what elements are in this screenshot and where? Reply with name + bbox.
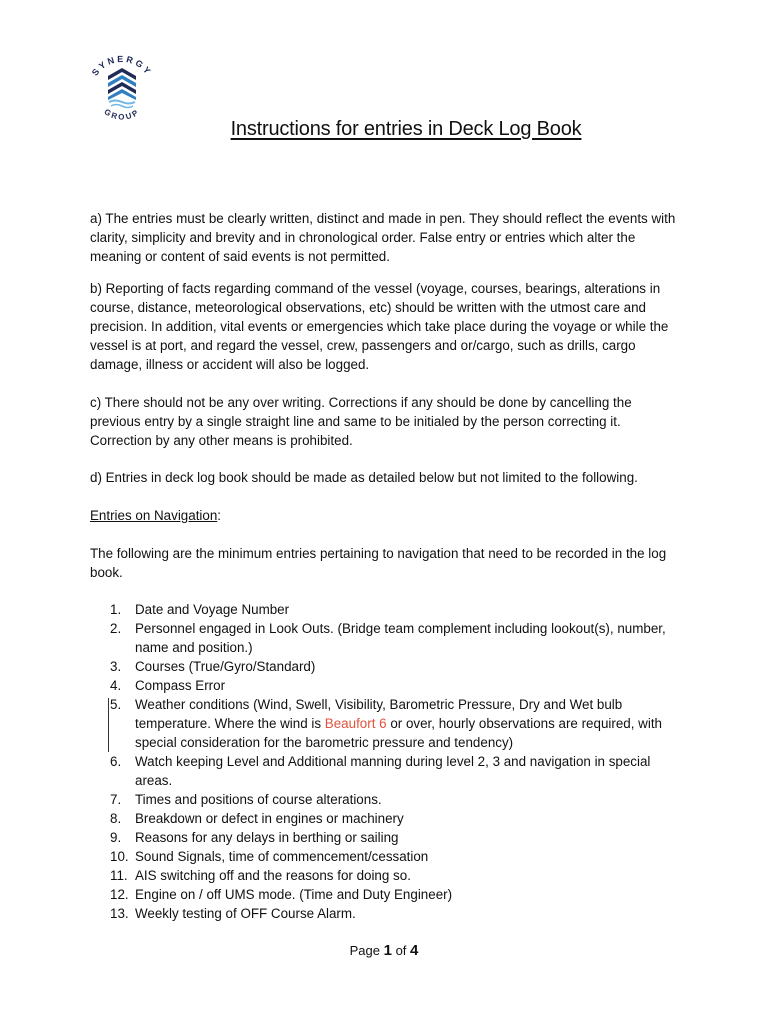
total-page-count: 4 <box>410 942 419 959</box>
list-item-number: 8. <box>110 811 122 826</box>
list-item-number: 12. <box>110 887 129 902</box>
list-item-number: 1. <box>110 602 122 617</box>
list-item-text: Date and Voyage Number <box>135 602 290 617</box>
navigation-entries-list <box>90 600 682 923</box>
paragraph-b <box>90 279 682 374</box>
list-item <box>90 847 682 866</box>
list-item-text: Watch keeping Level and Additional manning during level 2, 3 and navigation in special areas. <box>135 754 651 788</box>
list-item-text: Weekly testing of OFF Course Alarm. <box>135 906 356 921</box>
navigation-intro-text: The following are the minimum entries pertaining to navigation that need to be recorded in the log book. <box>90 546 667 580</box>
list-item-text: Sound Signals, time of commencement/cessation <box>135 849 429 864</box>
list-item-number: 11. <box>110 868 128 883</box>
list-item-text: Times and positions of course alterations. <box>135 792 382 807</box>
list-item <box>90 695 682 752</box>
navigation-intro <box>90 544 682 582</box>
list-item-text: Personnel engaged in Look Outs. (Bridge team complement including lookout(s), number, name and position.) <box>135 621 666 655</box>
list-item-number: 4. <box>110 678 122 693</box>
paragraph-d-text: d) Entries in deck log book should be made as detailed below but not limited to the following. <box>90 470 638 485</box>
ship-emblem-icon <box>108 68 136 108</box>
list-item-number: 6. <box>110 754 122 769</box>
section-heading-navigation <box>90 506 682 525</box>
list-item <box>90 866 682 885</box>
list-item <box>90 600 682 619</box>
beaufort-highlight: Beaufort 6 <box>324 716 387 731</box>
paragraph-c-text: c) There should not be any over writing. Corrections if any should be done by cancelling the previous entry by a single straight line and same to be initialed by the person correcting it. Correction by any other means is prohibited. <box>90 395 632 448</box>
list-item-number: 13. <box>110 906 129 921</box>
list-item <box>90 885 682 904</box>
list-item-text: Breakdown or defect in engines or machinery <box>135 811 404 826</box>
list-item <box>90 619 682 657</box>
list-item-number: 10. <box>110 849 129 864</box>
list-item-text: Courses (True/Gyro/Standard) <box>135 659 316 674</box>
page-number-footer <box>0 942 768 959</box>
section-heading-text: Entries on Navigation <box>90 508 218 523</box>
list-item <box>90 828 682 847</box>
svg-text:SYNERGY <box>90 54 154 78</box>
paragraph-d <box>90 468 682 487</box>
logo-bottom-text: GROUP <box>102 107 142 122</box>
list-item <box>90 904 682 923</box>
list-item <box>90 657 682 676</box>
footer-prefix: Page <box>349 943 384 958</box>
list-item-text: Weather conditions (Wind, Swell, Visibility, Barometric Pressure, Dry and Wet bulb temperature. Where the wind is <box>135 697 623 731</box>
list-item-text: AIS switching off and the reasons for doing so. <box>135 868 411 883</box>
list-item-text: Compass Error <box>135 678 226 693</box>
logo-top-text: SYNERGY <box>89 53 155 78</box>
list-item-text: Engine on / off UMS mode. (Time and Duty Engineer) <box>135 887 453 902</box>
section-heading-colon: : <box>217 508 222 523</box>
current-page-number: 1 <box>383 942 392 959</box>
footer-of: of <box>391 943 411 958</box>
list-item <box>90 790 682 809</box>
list-item-number: 3. <box>110 659 122 674</box>
document-title: Instructions for entries in Deck Log Book <box>230 118 582 140</box>
list-item-number: 2. <box>110 621 122 636</box>
paragraph-c <box>90 393 682 450</box>
paragraph-b-text: b) Reporting of facts regarding command of the vessel (voyage, courses, bearings, alterations in course, distance, meteorological observations, etc) should be written with the utmost care and precision. In addition, vital events or emergencies which take place during the voyage or while the vessel is at port, and regard the vessel, crew, passengers and or/cargo, such as drills, cargo damage, illness or accident will also be logged. <box>90 281 669 372</box>
list-item-number: 9. <box>110 830 122 845</box>
list-item-text: Reasons for any delays in berthing or sailing <box>135 830 399 845</box>
list-item-number: 5. <box>110 697 122 712</box>
list-item <box>90 809 682 828</box>
list-item-text-continued: or over, hourly observations are required, with special consideration for the barometric pressure and tendency) <box>135 716 662 750</box>
list-item <box>90 676 682 695</box>
list-item <box>90 752 682 790</box>
list-item-number: 7. <box>110 792 122 807</box>
paragraph-a <box>90 209 682 266</box>
paragraph-a-text: a) The entries must be clearly written, distinct and made in pen. They should reflect the events with clarity, simplicity and brevity and in chronological order. False entry or entries which alter the meaning or content of said events is not permitted. <box>90 211 676 264</box>
